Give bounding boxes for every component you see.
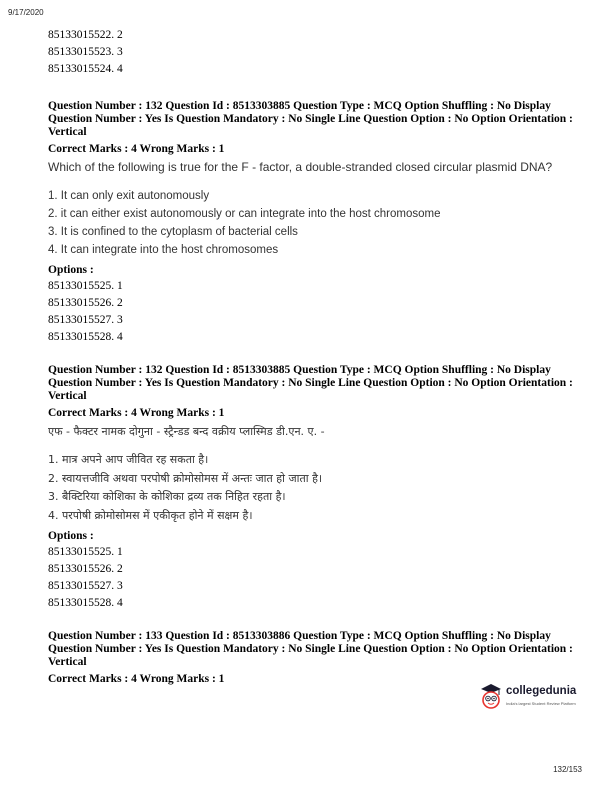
marks-line: Correct Marks : 4 Wrong Marks : 1 [48, 673, 225, 685]
option-id: 85133015527. 3 [48, 314, 123, 326]
question-header: Question Number : 132 Question Id : 8513303885 Question Type : MCQ Option Shuffling : No Display Question Number : Yes Is Question Mandatory : No Single Line Question Option : No Option Orientation : Vertical [48, 364, 573, 402]
option-id: 85133015524. 4 [48, 63, 123, 75]
question-text: एफ - फैक्टर नामक दोगुना - स्ट्रैन्डड बन्द वक्रीय प्लास्मिड डी.एन. ए. - [48, 425, 325, 438]
mascot-icon [478, 683, 504, 711]
option-id: 85133015525. 1 [48, 280, 123, 292]
option-id: 85133015528. 4 [48, 597, 123, 609]
options-label: Options : [48, 264, 94, 276]
choice-item: 4. It can integrate into the host chromosomes [48, 244, 279, 256]
option-id: 85133015527. 3 [48, 580, 123, 592]
option-id: 85133015523. 3 [48, 46, 123, 58]
question-block-132-hi [48, 364, 578, 612]
question-block-132-en [48, 100, 578, 346]
options-label: Options : [48, 530, 94, 542]
prev-options-list [48, 27, 578, 78]
option-id: 85133015526. 2 [48, 563, 123, 575]
choice-item: 4. परपोषी क्रोमोसोमस में एकीकृत होने में सक्षम है। [48, 508, 253, 522]
choice-item: 2. स्वायत्तजीवि अथवा परपोषी क्रोमोसोमस में अन्तः जात हो जाता है। [48, 471, 323, 485]
option-id: 85133015528. 4 [48, 331, 123, 343]
option-id: 85133015526. 2 [48, 297, 123, 309]
question-block-133 [48, 630, 578, 687]
document-body [48, 27, 578, 687]
logo-wordmark: collegedunia [506, 685, 577, 697]
choice-item: 3. बैक्टिरिया कोशिका के कोशिका द्रव्य तक निहित रहता है। [48, 490, 286, 503]
marks-line: Correct Marks : 4 Wrong Marks : 1 [48, 143, 225, 155]
print-date: 9/17/2020 [8, 8, 44, 17]
choice-item: 1. It can only exit autonomously [48, 190, 210, 202]
choice-item: 2. it can either exist autonomously or can integrate into the host chromosome [48, 208, 441, 220]
page-number: 132/153 [553, 765, 582, 774]
question-text: Which of the following is true for the F - factor, a double-stranded closed circular plasmid DNA? [48, 160, 553, 174]
choice-item: 1. मात्र अपने आप जीवित रह सकता है। [48, 453, 209, 466]
choice-list [48, 451, 578, 525]
logo-tagline: India's largest Student Review Platform [506, 701, 576, 706]
option-id: 85133015525. 1 [48, 546, 123, 558]
option-id: 85133015522. 2 [48, 29, 123, 41]
choice-item: 3. It is confined to the cytoplasm of bacterial cells [48, 226, 298, 238]
choice-list [48, 187, 578, 259]
question-header: Question Number : 133 Question Id : 8513303886 Question Type : MCQ Option Shuffling : No Display Question Number : Yes Is Question Mandatory : No Single Line Question Option : No Option Orientation : Vertical [48, 630, 573, 668]
question-header: Question Number : 132 Question Id : 8513303885 Question Type : MCQ Option Shuffling : No Display Question Number : Yes Is Question Mandatory : No Single Line Question Option : No Option Orientation : Vertical [48, 100, 573, 138]
marks-line: Correct Marks : 4 Wrong Marks : 1 [48, 407, 225, 419]
collegedunia-logo [478, 683, 578, 713]
